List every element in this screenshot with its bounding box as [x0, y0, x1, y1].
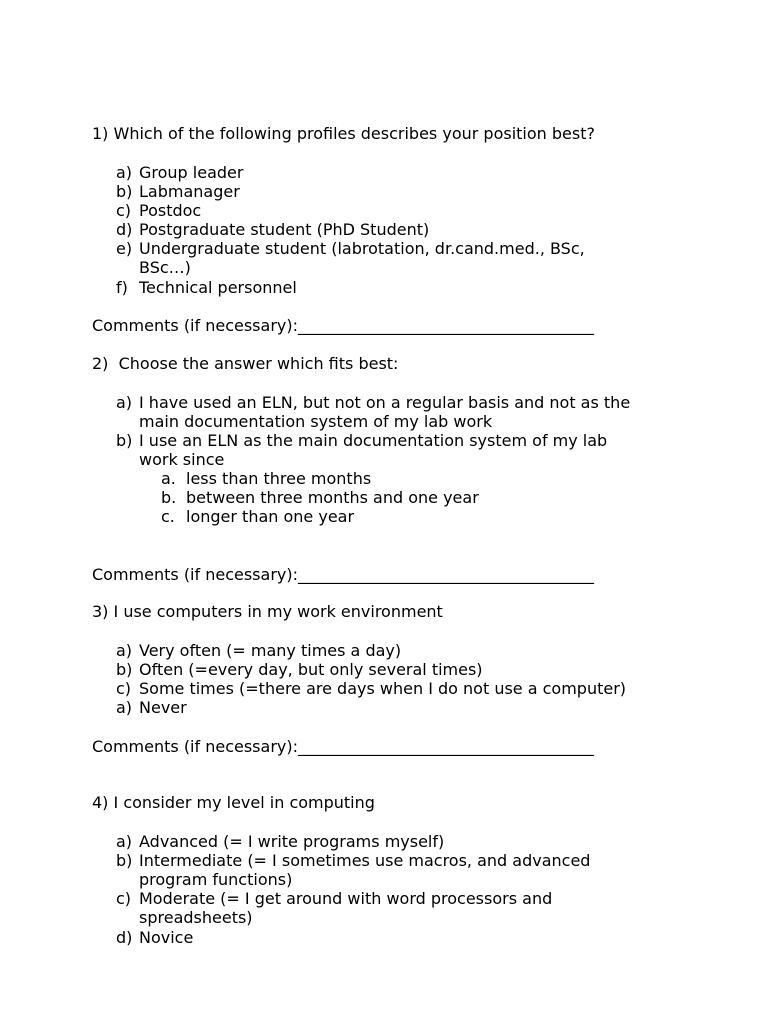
option-marker: b)	[116, 182, 133, 201]
question-text: Which of the following profiles describes your position best?	[113, 124, 595, 143]
question-text: Choose the answer which fits best:	[118, 354, 399, 373]
option-text: Postdoc	[139, 201, 202, 220]
option-text: Undergraduate student (labrotation, dr.cand.med., BSc,	[139, 239, 585, 258]
option-text: Often (=every day, but only several times)	[139, 660, 483, 679]
sub-option-text: less than three months	[186, 469, 372, 488]
option-text: I use an ELN as the main documentation system of my lab	[139, 431, 608, 450]
option-marker: e)	[116, 239, 133, 258]
option-text-continued: program functions)	[139, 870, 293, 889]
option-marker: a)	[116, 832, 133, 851]
option-text: Moderate (= I get around with word processors and	[139, 889, 553, 908]
option-text-continued: spreadsheets)	[139, 908, 253, 927]
question-text: I consider my level in computing	[113, 793, 375, 812]
comment-line: Comments (if necessary):_____________________________________	[92, 565, 594, 584]
option-marker: d)	[116, 928, 133, 947]
question-number: 2)	[92, 354, 109, 373]
sub-option-text: between three months and one year	[186, 488, 479, 507]
question-number: 4)	[92, 793, 109, 812]
option-marker: f)	[116, 278, 128, 297]
option-marker: d)	[116, 220, 133, 239]
question-number: 3)	[92, 602, 109, 621]
option-marker: c)	[116, 679, 132, 698]
comment-line: Comments (if necessary):_____________________________________	[92, 316, 594, 335]
option-text-continued: main documentation system of my lab work	[139, 412, 493, 431]
option-text: Group leader	[139, 163, 244, 182]
option-text: Very often (= many times a day)	[139, 641, 402, 660]
sub-option-text: longer than one year	[186, 507, 355, 526]
option-text: Novice	[139, 928, 194, 947]
option-marker: b)	[116, 431, 133, 450]
option-text: Never	[139, 698, 187, 717]
option-marker: a)	[116, 641, 133, 660]
question-3	[92, 602, 443, 621]
sub-option-marker: b.	[161, 488, 177, 507]
question-2	[92, 354, 398, 373]
option-marker: b)	[116, 851, 133, 870]
question-4	[92, 793, 375, 812]
option-text: Technical personnel	[139, 278, 297, 297]
option-marker: c)	[116, 889, 132, 908]
sub-option-marker: a.	[161, 469, 176, 488]
option-text: Labmanager	[139, 182, 240, 201]
question-text: I use computers in my work environment	[113, 602, 443, 621]
option-marker: c)	[116, 201, 132, 220]
option-text: Some times (=there are days when I do not use a computer)	[139, 679, 627, 698]
option-marker: a)	[116, 393, 133, 412]
option-text-continued: BSc…)	[139, 258, 191, 277]
option-marker: b)	[116, 660, 133, 679]
sub-option-marker: c.	[161, 507, 175, 526]
option-text-continued: work since	[139, 450, 225, 469]
option-text: Advanced (= I write programs myself)	[139, 832, 445, 851]
option-marker: a)	[116, 163, 133, 182]
question-1	[92, 124, 595, 143]
question-number: 1)	[92, 124, 109, 143]
option-text: Intermediate (= I sometimes use macros, and advanced	[139, 851, 591, 870]
option-marker: a)	[116, 698, 133, 717]
option-text: I have used an ELN, but not on a regular basis and not as the	[139, 393, 631, 412]
option-text: Postgraduate student (PhD Student)	[139, 220, 430, 239]
comment-line: Comments (if necessary):_____________________________________	[92, 737, 594, 756]
